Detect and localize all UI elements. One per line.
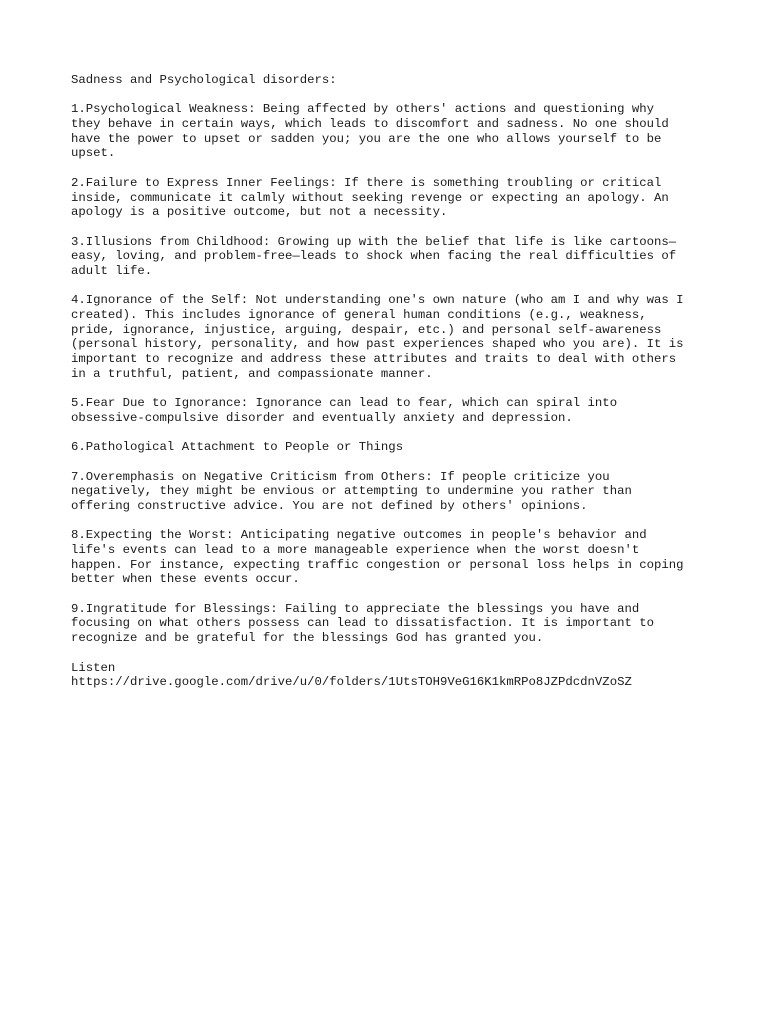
paragraph-item-3 [71,235,711,279]
paragraph-item-8 [71,528,711,587]
text-line: (personal history, personality, and how past experiences shaped who you are). It is [71,337,684,352]
paragraph-item-5 [71,396,711,425]
drive-link[interactable]: https://drive.google.com/drive/u/0/folders/1UtsTOH9VeG16K1kmRPo8JZPdcdnVZoSZ [71,675,632,690]
text-line: 5.Fear Due to Ignorance: Ignorance can lead to fear, which can spiral into [71,396,618,411]
text-line: 3.Illusions from Childhood: Growing up with the belief that life is like cartoons— [71,234,677,249]
text-line: better when these events occur. [71,572,300,587]
text-line: focusing on what others possess can lead to dissatisfaction. It is important to [71,616,654,631]
paragraph-item-9 [71,602,711,646]
text-line: 7.Overemphasis on Negative Criticism from Others: If people criticize you [71,469,610,484]
text-line: apology is a positive outcome, but not a necessity. [71,205,448,220]
text-line: 2.Failure to Express Inner Feelings: If there is something troubling or critical [71,175,662,190]
text-line: obsessive-compulsive disorder and eventually anxiety and depression. [71,410,573,425]
listen-block [71,661,711,690]
text-line: negatively, they might be envious or attempting to undermine you rather than [71,484,632,499]
paragraph-item-2 [71,176,711,220]
text-line: recognize and be grateful for the blessings God has granted you. [71,631,544,646]
document-heading [71,73,711,88]
listen-label: Listen [71,660,116,675]
text-line: important to recognize and address these attributes and traits to deal with others [71,352,677,367]
text-line: have the power to upset or sadden you; you are the one who allows yourself to be [71,131,662,146]
text-line: inside, communicate it calmly without seeking revenge or expecting an apology. An [71,190,669,205]
text-line: Sadness and Psychological disorders: [71,73,337,87]
paragraph-item-7 [71,470,711,514]
paragraph-item-1 [71,102,711,161]
text-line: life's events can lead to a more manageable experience when the worst doesn't [71,543,640,557]
text-line: happen. For instance, expecting traffic congestion or personal loss helps in coping [71,557,684,572]
text-line: 8.Expecting the Worst: Anticipating negative outcomes in people's behavior and [71,528,647,543]
text-line: they behave in certain ways, which leads to discomfort and sadness. No one should [71,117,669,132]
text-line: pride, ignorance, injustice, arguing, despair, etc.) and personal self-awareness [71,322,662,337]
text-line: 6.Pathological Attachment to People or Things [71,440,404,455]
text-line: upset. [71,146,116,161]
paragraph-item-6 [71,440,711,455]
text-line: easy, loving, and problem-free—leads to shock when facing the real difficulties of [71,249,677,264]
text-line: 1.Psychological Weakness: Being affected by others' actions and questioning why [71,102,654,117]
document-page [71,73,711,705]
text-line: 4.Ignorance of the Self: Not understanding one's own nature (who am I and why was I [71,293,684,308]
text-line: in a truthful, patient, and compassionate manner. [71,366,433,381]
paragraph-item-4 [71,293,711,381]
text-line: created). This includes ignorance of general human conditions (e.g., weakness, [71,308,647,322]
text-line: 9.Ingratitude for Blessings: Failing to appreciate the blessings you have and [71,601,640,616]
text-line: offering constructive advice. You are not defined by others' opinions. [71,498,588,513]
text-line: adult life. [71,263,153,278]
